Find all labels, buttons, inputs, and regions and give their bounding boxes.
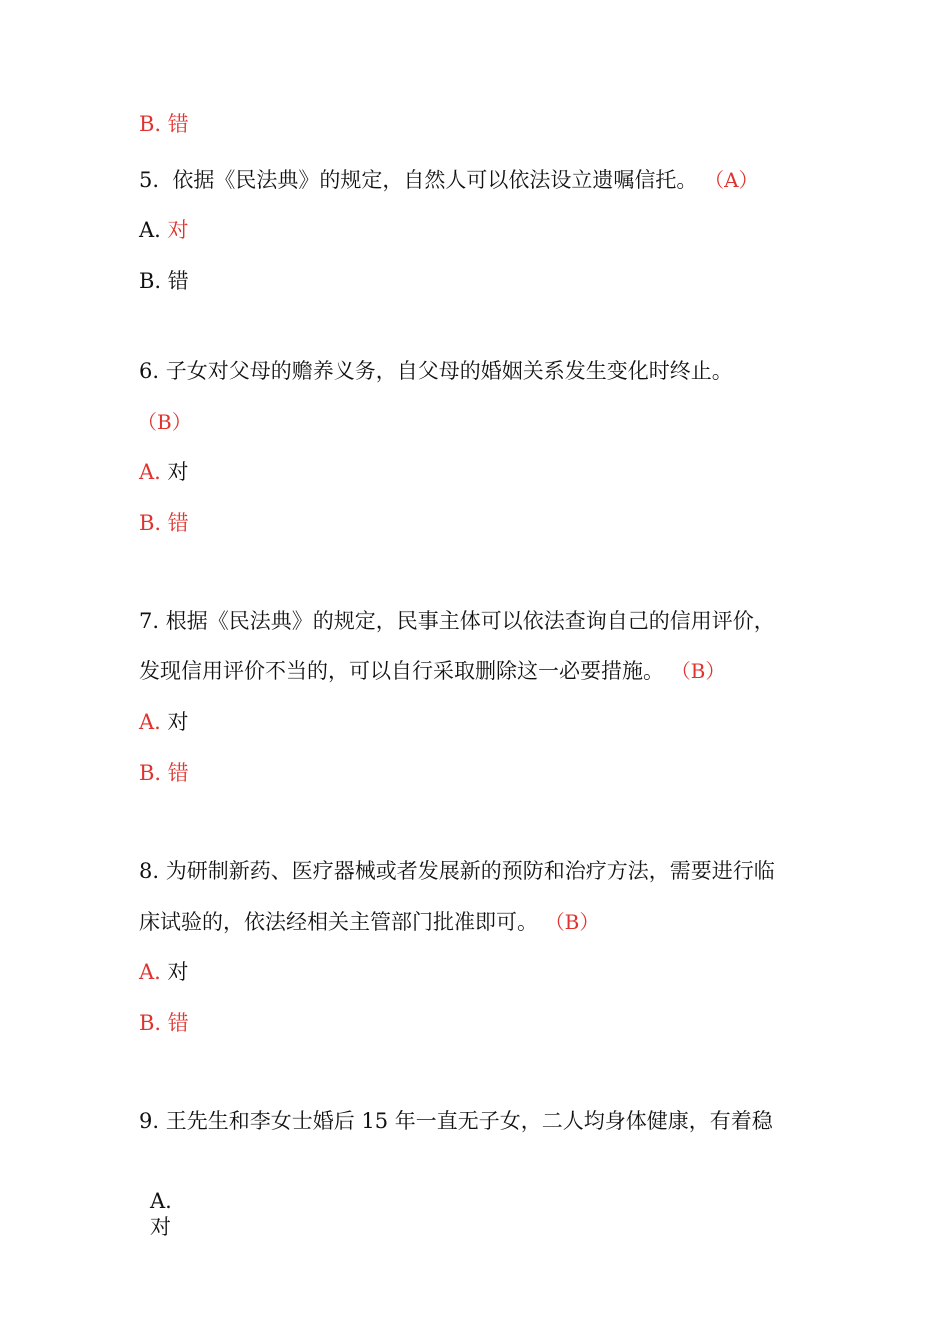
answer-key: （A） xyxy=(704,168,759,192)
option-text: 错 xyxy=(167,269,189,293)
question-text: 发现信用评价不当的，可以自行采取删除这一必要措施。 xyxy=(139,659,664,683)
option-text: 错 xyxy=(167,511,189,535)
option-text: 对 xyxy=(167,460,189,484)
q5-option-a xyxy=(139,216,189,244)
question-text: 床试验的，依法经相关主管部门批准即可。 xyxy=(139,910,538,934)
question-text: 7. 根据《民法典》的规定，民事主体可以依法查询自己的信用评价， xyxy=(139,609,775,633)
question-number: 5. xyxy=(139,168,160,192)
question-text: 6. 子女对父母的赡养义务，自父母的婚姻关系发生变化时终止。 xyxy=(139,359,733,383)
option-text: 对 xyxy=(167,218,189,242)
question-7-line-2 xyxy=(139,657,725,685)
q8-option-a xyxy=(139,958,189,986)
option-text: 错 xyxy=(167,112,189,136)
question-8-line-1 xyxy=(139,857,775,885)
option-label: A. xyxy=(139,710,161,734)
question-text: 8. 为研制新药、医疗器械或者发展新的预防和治疗方法，需要进行临 xyxy=(139,859,775,883)
q7-option-b xyxy=(139,759,189,787)
option-label: A. xyxy=(139,960,161,984)
q6-option-b xyxy=(139,509,189,537)
question-text: 依据《民法典》的规定，自然人可以依法设立遗嘱信托。 xyxy=(172,168,698,192)
answer-key: （B） xyxy=(544,910,600,934)
q6-answer-key: （B） xyxy=(137,410,192,434)
q9-option-a-text: 对 xyxy=(150,1215,171,1239)
option-label: B. xyxy=(139,1011,162,1035)
question-text: 9. 王先生和李女士婚后 15 年一直无子女，二人均身体健康，有着稳 xyxy=(139,1109,773,1133)
question-8-line-2 xyxy=(139,908,599,936)
question-9-line-1 xyxy=(139,1107,773,1135)
option-label: A. xyxy=(139,218,161,242)
q6-option-a xyxy=(139,458,189,486)
option-text: 错 xyxy=(167,1011,189,1035)
q9-option-a-label: A. xyxy=(150,1189,172,1213)
option-text: 错 xyxy=(167,761,189,785)
option-text: 对 xyxy=(167,710,189,734)
option-label: B. xyxy=(139,269,162,293)
q5-option-b xyxy=(139,267,189,295)
option-label: B. xyxy=(139,511,162,535)
question-5 xyxy=(139,166,759,194)
option-label: B. xyxy=(139,112,162,136)
question-7-line-1 xyxy=(139,607,775,635)
option-label: A. xyxy=(139,460,161,484)
answer-key: （B） xyxy=(670,659,726,683)
question-6 xyxy=(139,357,733,385)
q7-option-a xyxy=(139,708,189,736)
q8-option-b xyxy=(139,1009,189,1037)
prev-option-b xyxy=(139,110,189,138)
option-label: B. xyxy=(139,761,162,785)
option-text: 对 xyxy=(167,960,189,984)
